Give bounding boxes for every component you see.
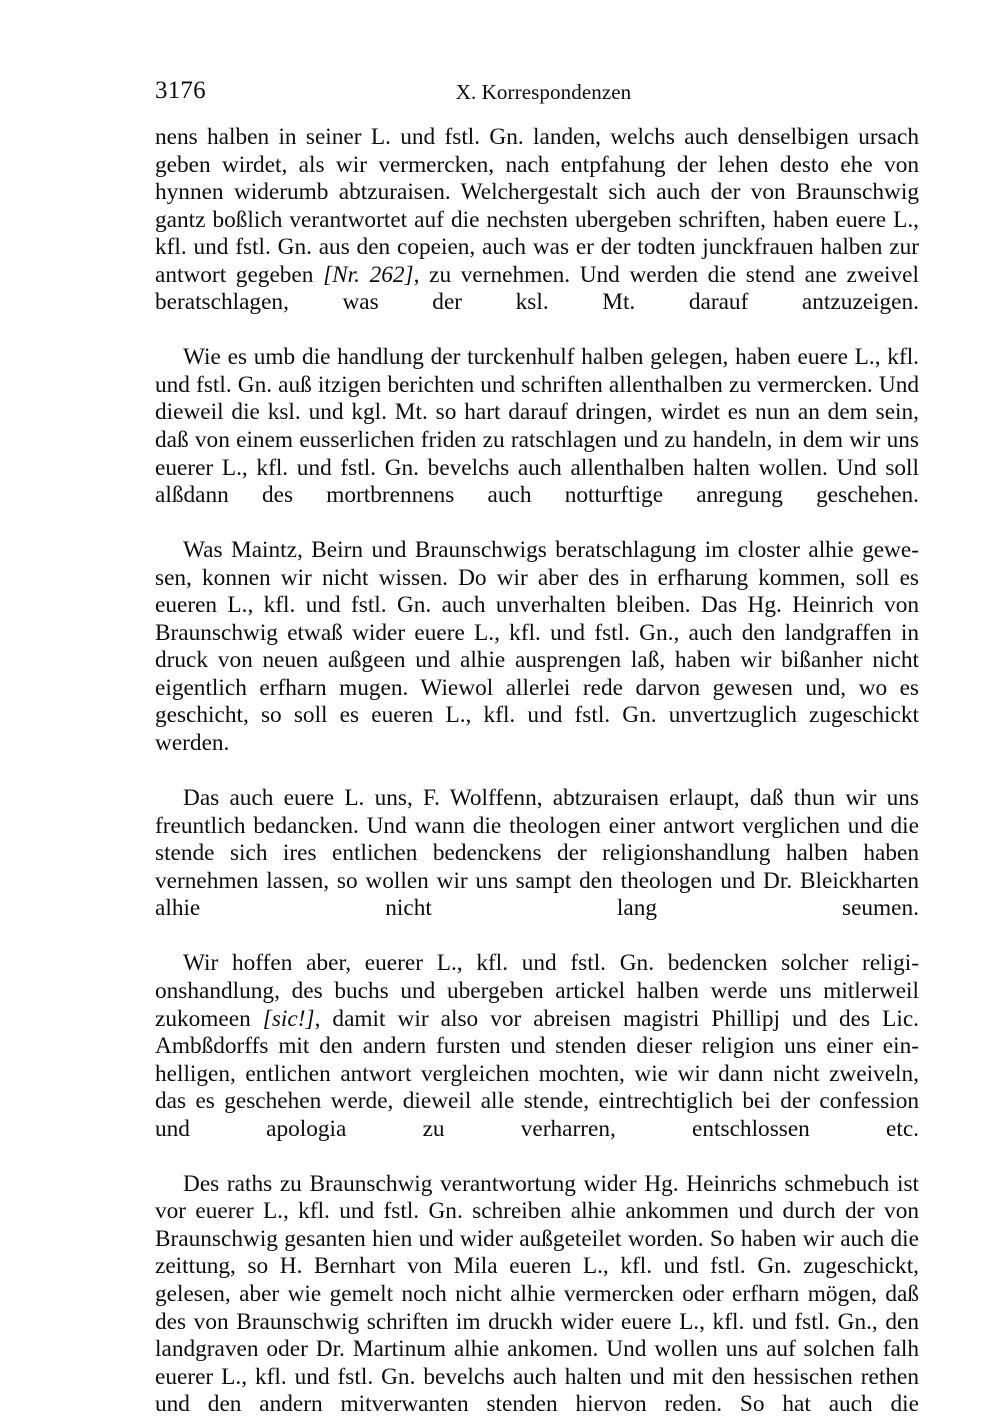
para-turckenhulf	[155, 344, 919, 537]
running-head-title: X. Korrespondenzen	[455, 80, 632, 104]
text-run: Wir hoffen aber, euerer L., kfl. und fstl. Gn. bedencken solcher religionshandlung, des buchs und ubergeben artickel halben werde uns mitlerweil zukomeen	[155, 950, 919, 1032]
text-run: Das auch euere L. uns, F. Wolffenn, abtzuraisen erlaupt, daß thun wir uns freuntlich bedancken. Und wann die theologen einer antwort verglichen und die stende sich ires entlichen bedenckens der religionshandlung halben haben vernehmen lassen, so wollen wir uns sampt den theologen und Dr. Bleickharten alhie nicht lang seumen.	[155, 785, 919, 922]
para-continued	[155, 124, 919, 344]
text-run: Wie es umb die handlung der turckenhulf halben gelegen, haben euere L., kfl. und fstl. Gn. auß itzigen berichten und schriften allenthalben zu vermercken. Und dieweil die ksl. und kgl. Mt. so hart darauf dringen, wirdet es nun an dem sein, daß von einem eusserlichen friden zu ratschlagen und zu handeln, in dem wir uns euerer L., kfl. und fstl. Gn. bevelchs auch allenthalben halten wollen. Und soll alßdann des mortbrennens auch notturftige anregung geschehen.	[155, 344, 919, 509]
para-maintz	[155, 537, 919, 785]
page-number: 3176	[155, 77, 206, 104]
text-run: Des raths zu Braunschwig verantwortung wider Hg. Heinrichs schmebuch ist vor euerer L., kfl. und fstl. Gn. schreiben alhie ankommen und durch der von Braunschwig gesanten hien und wider außgeteilet worden. So haben wir auch die zeittung, so H. Bernhart von Mila eueren L., kfl. und fstl. Gn. zugeschickt, gelesen, aber wie gemelt noch nicht alhie vermercken oder erfharn mögen, daß des von Braunschwig schriften im druckh wider euere L., kfl. und fstl. Gn., den landgraven oder Dr. Martinum alhie ankomen. Und wollen uns auf solchen falh euerer L., kfl. und fstl. Gn. bevelchs auch halten und mit den hessischen rethen und den andern mitverwanten stenden hiervon reden. So hat auch die	[155, 1170, 919, 1418]
text-run: , zu vernehmen. Und werden die stend ane zweivel beratschlagen, was der ksl. Mt. darauf antzuzeigen.	[155, 261, 919, 316]
text-run: Was Maintz, Beirn und Braunschwigs beratschlagung im closter alhie gewesen, konnen wir nicht wissen. Do wir aber des in erfharung kommen, soll es eueren L., kfl. und fstl. Gn. auch unverhalten bleiben. Das Hg. Heinrich von Braunschwig etwaß wider euere L., kfl. und fstl. Gn., auch den landgraffen in druck von neuen außgeen und alhie ausprengen laß, haben wir bißanher nicht eigentlich erfharn mugen. Wiewol allerlei rede darvon gewesen und, wo es geschicht, so soll es eueren L., kfl. und fstl. Gn. unvertzuglich zugeschickt werden.	[155, 537, 919, 757]
para-wolffenn	[155, 785, 919, 950]
running-head	[155, 76, 918, 106]
para-hoffen	[155, 950, 919, 1170]
text-run: , damit wir also vor abreisen magistri Phillipj und des Lic. Ambßdorffs mit den andern fursten und stenden dieser religion uns einer einhelligen, entlichen antwort vergleichen mochten, wie wir dann nicht zweiveln, das es geschehen werde, dieweil alle stende, eintrechtiglich bei der confession und apologia zu verharren, entschlossen etc.	[155, 1005, 919, 1142]
body-text-block	[155, 124, 919, 1418]
para-raths	[155, 1171, 919, 1418]
editorial-note: [Nr. 262]	[323, 261, 414, 288]
text-run: nens halben in seiner L. und fstl. Gn. landen, welchs auch denselbigen ursach geben wirdet, als wir vermercken, nach entpfahung der lehen desto ehe von hynnen widerumb abtzuraisen. Welchergestalt sich auch der von Braunschwig gantz boßlich verantwortet auf die nechsten ubergeben schriften, haben euere L., kfl. und fstl. Gn. aus den copeien, auch was er der todten junckfrauen halben zur antwort gegeben	[155, 124, 919, 288]
editorial-note: [sic!]	[262, 1005, 315, 1032]
